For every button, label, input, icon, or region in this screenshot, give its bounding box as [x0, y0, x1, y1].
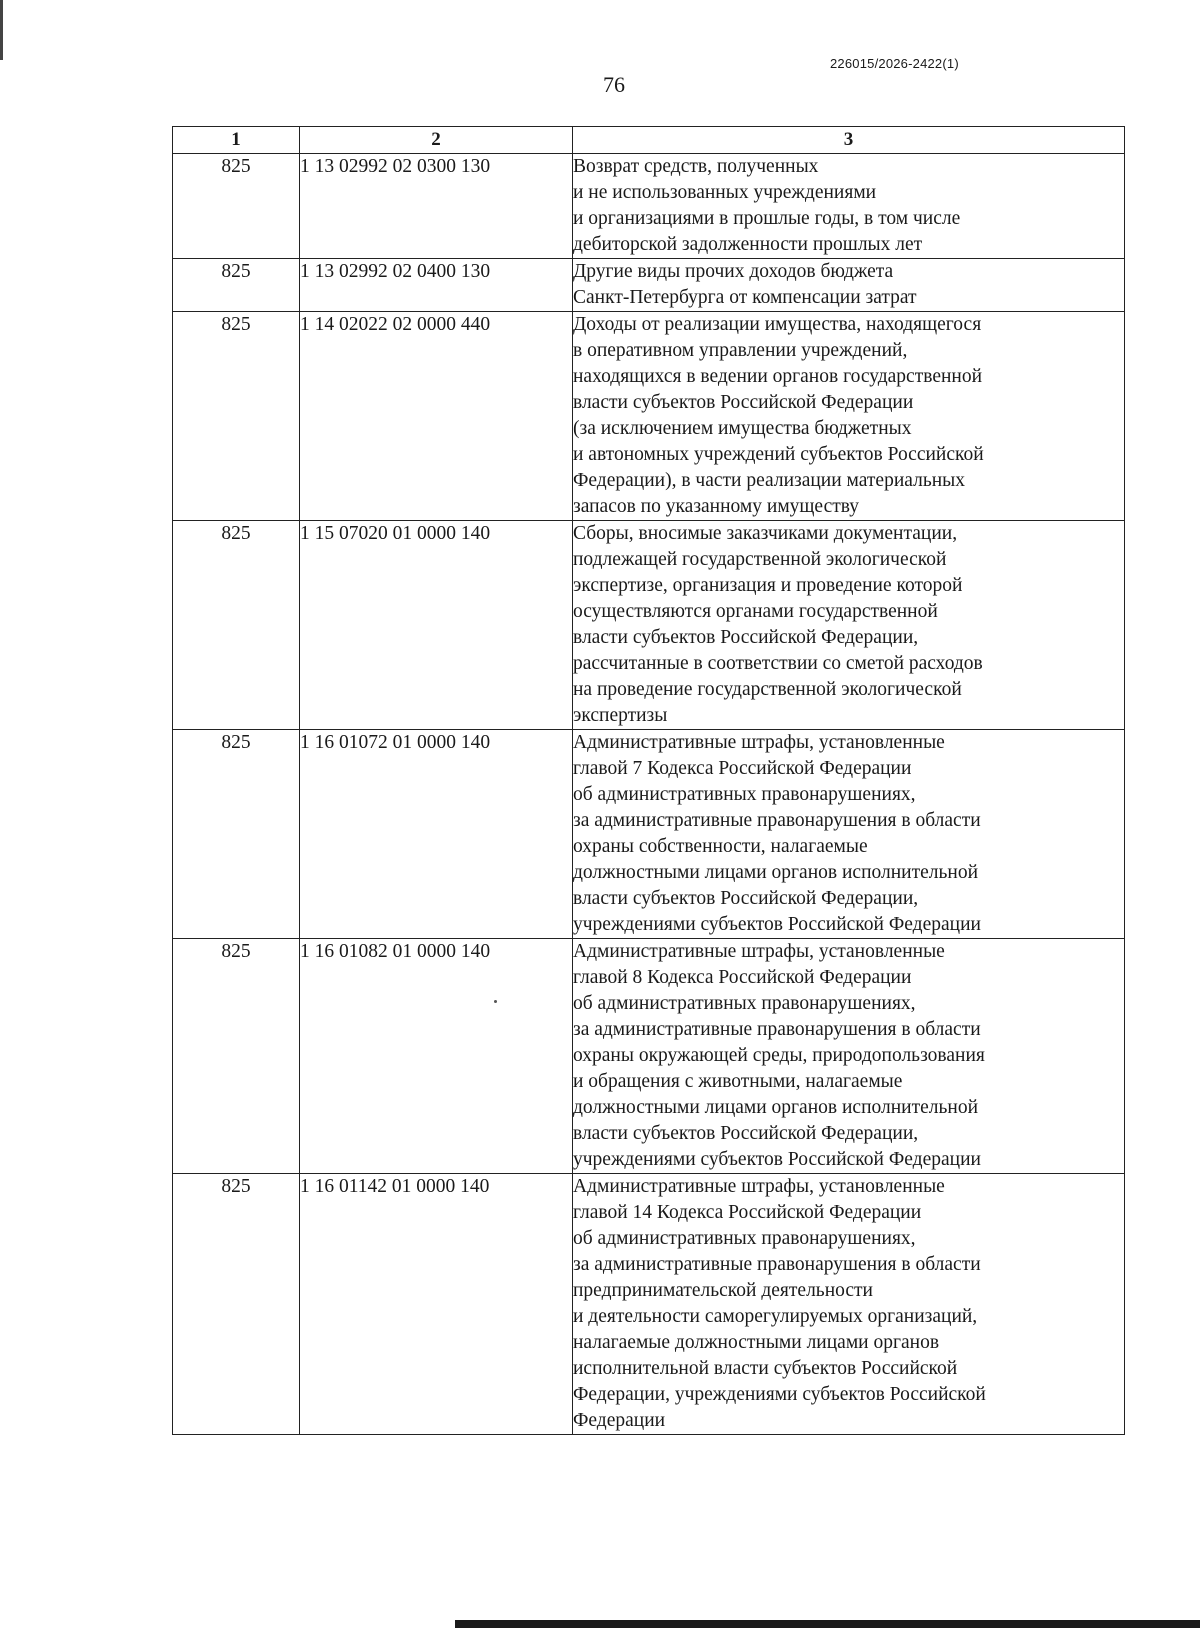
- budget-code-cell: 1 14 02022 02 0000 440: [300, 312, 573, 521]
- scan-speck: [494, 1000, 497, 1003]
- description-cell: [573, 521, 1125, 730]
- table-row: [173, 521, 1125, 730]
- description-line: Санкт-Петербурга от компенсации затрат: [573, 287, 917, 308]
- admin-code-cell: 825: [173, 154, 300, 259]
- description-line: Административные штрафы, установленные: [573, 941, 945, 962]
- description-line: учреждениями субъектов Российской Федерации: [573, 1149, 981, 1170]
- description-line: находящихся в ведении органов государственной: [573, 366, 983, 387]
- admin-code-cell: 825: [173, 259, 300, 312]
- description-line: власти субъектов Российской Федерации,: [573, 888, 919, 909]
- description-line: на проведение государственной экологической: [573, 679, 962, 700]
- description-line: и автономных учреждений субъектов Российской: [573, 444, 984, 465]
- description-line: и организациями в прошлые годы, в том числе: [573, 208, 961, 229]
- table-row: [173, 259, 1125, 312]
- description-line: запасов по указанному имуществу: [573, 496, 860, 517]
- description-line: дебиторской задолженности прошлых лет: [573, 234, 923, 255]
- description-line: за административные правонарушения в области: [573, 810, 981, 831]
- budget-code-cell: 1 16 01072 01 0000 140: [300, 730, 573, 939]
- description-line: рассчитанные в соответствии со сметой расходов: [573, 653, 983, 674]
- budget-code-cell: 1 13 02992 02 0400 130: [300, 259, 573, 312]
- table-row: [173, 730, 1125, 939]
- description-line: Возврат средств, полученных: [573, 156, 819, 177]
- admin-code-cell: 825: [173, 1174, 300, 1435]
- description-cell: [573, 1174, 1125, 1435]
- description-line: охраны окружающей среды, природопользования: [573, 1045, 985, 1066]
- description-line: охраны собственности, налагаемые: [573, 836, 868, 857]
- scan-edge-bottom: [455, 1620, 1200, 1628]
- description-line: власти субъектов Российской Федерации,: [573, 1123, 919, 1144]
- table-body: [173, 154, 1125, 1435]
- description-line: главой 7 Кодекса Российской Федерации: [573, 758, 912, 779]
- admin-code-cell: 825: [173, 521, 300, 730]
- description-line: об административных правонарушениях,: [573, 1228, 916, 1249]
- revenue-codes-table: [172, 126, 1125, 1435]
- description-line: об административных правонарушениях,: [573, 784, 916, 805]
- description-line: Федерации, учреждениями субъектов Российской: [573, 1384, 986, 1405]
- description-line: экспертизе, организация и проведение которой: [573, 575, 963, 596]
- admin-code-cell: 825: [173, 939, 300, 1174]
- column-header-1: 1: [173, 127, 300, 154]
- description-cell: [573, 259, 1125, 312]
- description-line: должностными лицами органов исполнительной: [573, 862, 979, 883]
- description-line: Доходы от реализации имущества, находящегося: [573, 314, 982, 335]
- description-line: экспертизы: [573, 705, 668, 726]
- document-id: 226015/2026-2422(1): [830, 56, 959, 71]
- description-line: учреждениями субъектов Российской Федерации: [573, 914, 981, 935]
- description-line: и обращения с животными, налагаемые: [573, 1071, 903, 1092]
- admin-code-cell: 825: [173, 312, 300, 521]
- table-row: [173, 939, 1125, 1174]
- description-line: Сборы, вносимые заказчиками документации,: [573, 523, 958, 544]
- table-header: [173, 127, 1125, 154]
- description-line: Административные штрафы, установленные: [573, 1176, 945, 1197]
- description-cell: [573, 312, 1125, 521]
- table-row: [173, 154, 1125, 259]
- description-line: налагаемые должностными лицами органов: [573, 1332, 940, 1353]
- description-line: (за исключением имущества бюджетных: [573, 418, 912, 439]
- description-line: власти субъектов Российской Федерации,: [573, 627, 919, 648]
- budget-code-cell: 1 16 01082 01 0000 140: [300, 939, 573, 1174]
- table-header-row: [173, 127, 1125, 154]
- scan-edge-mark: [0, 0, 3, 60]
- description-line: в оперативном управлении учреждений,: [573, 340, 908, 361]
- description-line: и деятельности саморегулируемых организаций,: [573, 1306, 978, 1327]
- description-line: об административных правонарушениях,: [573, 993, 916, 1014]
- description-line: Другие виды прочих доходов бюджета: [573, 261, 894, 282]
- budget-code-cell: 1 16 01142 01 0000 140: [300, 1174, 573, 1435]
- description-cell: [573, 154, 1125, 259]
- description-line: за административные правонарушения в области: [573, 1019, 981, 1040]
- description-line: власти субъектов Российской Федерации: [573, 392, 914, 413]
- description-cell: [573, 939, 1125, 1174]
- description-line: осуществляются органами государственной: [573, 601, 938, 622]
- description-line: Федерации), в части реализации материальных: [573, 470, 965, 491]
- description-line: подлежащей государственной экологической: [573, 549, 947, 570]
- description-line: предпринимательской деятельности: [573, 1280, 873, 1301]
- description-cell: [573, 730, 1125, 939]
- description-line: должностными лицами органов исполнительной: [573, 1097, 979, 1118]
- page-number: 76: [603, 72, 625, 97]
- budget-code-cell: 1 15 07020 01 0000 140: [300, 521, 573, 730]
- description-line: за административные правонарушения в области: [573, 1254, 981, 1275]
- description-line: Федерации: [573, 1410, 666, 1431]
- description-line: главой 14 Кодекса Российской Федерации: [573, 1202, 922, 1223]
- description-line: и не использованных учреждениями: [573, 182, 877, 203]
- column-header-3: 3: [573, 127, 1125, 154]
- budget-code-cell: 1 13 02992 02 0300 130: [300, 154, 573, 259]
- table-row: [173, 1174, 1125, 1435]
- table-row: [173, 312, 1125, 521]
- admin-code-cell: 825: [173, 730, 300, 939]
- description-line: исполнительной власти субъектов Российской: [573, 1358, 958, 1379]
- description-line: главой 8 Кодекса Российской Федерации: [573, 967, 912, 988]
- description-line: Административные штрафы, установленные: [573, 732, 945, 753]
- column-header-2: 2: [300, 127, 573, 154]
